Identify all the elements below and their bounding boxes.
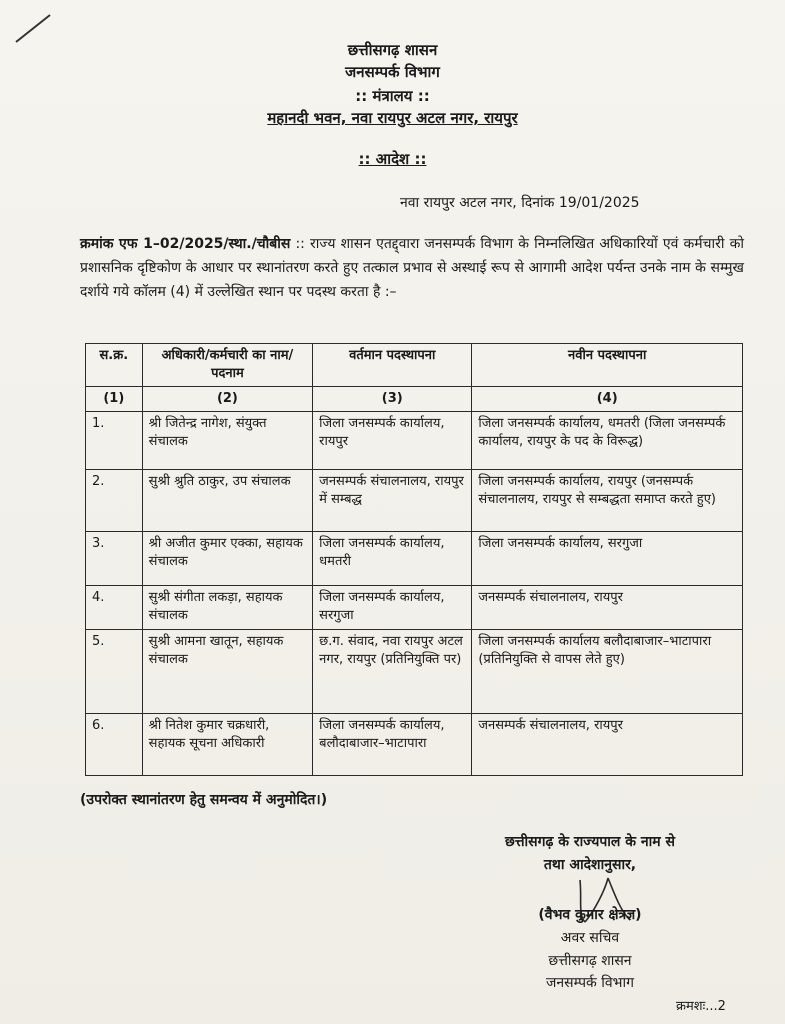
- signatory-name: (वैभव कुमार क्षेत्रज्ञ): [538, 907, 642, 923]
- cell-new: जनसम्पर्क संचालनालय, रायपुर: [472, 586, 743, 630]
- header-department: जनसम्पर्क विभाग: [345, 63, 440, 81]
- header-sno: स.क्र.: [86, 344, 143, 387]
- cell-current: छ.ग. संवाद, नवा रायपुर अटल नगर, रायपुर (प्रतिनियुक्ति पर): [313, 630, 472, 714]
- table-row: [86, 532, 743, 586]
- order-body: [80, 232, 744, 304]
- cell-sno: 2.: [86, 470, 143, 532]
- cell-name: सुश्री संगीता लकड़ा, सहायक संचालक: [142, 586, 313, 630]
- table-row: [86, 714, 743, 776]
- cell-name: सुश्री आमना खातून, सहायक संचालक: [142, 630, 313, 714]
- cell-new: जिला जनसम्पर्क कार्यालय, सरगुजा: [472, 532, 743, 586]
- cell-new: जिला जनसम्पर्क कार्यालय बलौदाबाजार–भाटापारा (प्रतिनियुक्ति से वापस लेते हुए): [472, 630, 743, 714]
- header-name: अधिकारी/कर्मचारी का नाम/पदनाम: [142, 344, 313, 387]
- cell-current: जिला जनसम्पर्क कार्यालय, रायपुर: [313, 412, 472, 470]
- header-address: महानदी भवन, नवा रायपुर अटल नगर, रायपुर: [267, 109, 518, 127]
- cell-current: जनसम्पर्क संचालनालय, रायपुर में सम्बद्ध: [313, 470, 472, 532]
- signatory-department: जनसम्पर्क विभाग: [545, 975, 634, 991]
- cell-sno: 1.: [86, 412, 143, 470]
- col-number: (4): [472, 387, 743, 412]
- cell-sno: 4.: [86, 586, 143, 630]
- table-row: [86, 470, 743, 532]
- signature-authority-line: छत्तीसगढ़ के राज्यपाल के नाम से: [505, 834, 675, 850]
- order-title: :: आदेश ::: [358, 150, 427, 168]
- col-number: (3): [313, 387, 472, 412]
- table-column-number-row: [86, 387, 743, 412]
- cell-current: जिला जनसम्पर्क कार्यालय, धमतरी: [313, 532, 472, 586]
- header-government: छत्तीसगढ़ शासन: [347, 41, 438, 59]
- table-header-row: [86, 344, 743, 387]
- col-number: (2): [142, 387, 313, 412]
- signatory-designation: अवर सचिव: [560, 930, 620, 946]
- cell-new: जिला जनसम्पर्क कार्यालय, रायपुर (जनसम्पर्क संचालनालय, रायपुर से सम्बद्धता समाप्त करते हुए): [472, 470, 743, 532]
- cell-current: जिला जनसम्पर्क कार्यालय, बलौदाबाजार–भाटापारा: [313, 714, 472, 776]
- approval-note: (उपरोक्त स्थानांतरण हेतु समन्वय में अनुमोदित।): [80, 792, 328, 808]
- order-date: नवा रायपुर अटल नगर, दिनांक 19/01/2025: [400, 195, 640, 211]
- cell-current: जिला जनसम्पर्क कार्यालय, सरगुजा: [313, 586, 472, 630]
- signature-order-line: तथा आदेशानुसार,: [543, 857, 637, 873]
- cell-name: श्री अजीत कुमार एक्का, सहायक संचालक: [142, 532, 313, 586]
- table-row: [86, 412, 743, 470]
- cell-sno: 3.: [86, 532, 143, 586]
- order-reference: क्रमांक एफ 1–02/2025/स्था./चौबीस: [80, 236, 291, 252]
- header-current-posting: वर्तमान पदस्थापना: [313, 344, 472, 387]
- table-row: [86, 586, 743, 630]
- cell-sno: 5.: [86, 630, 143, 714]
- table-row: [86, 630, 743, 714]
- cell-sno: 6.: [86, 714, 143, 776]
- col-number: (1): [86, 387, 143, 412]
- signatory-government: छत्तीसगढ़ शासन: [548, 953, 632, 969]
- continuation-marker: क्रमशः...2: [676, 999, 726, 1014]
- cell-name: श्री नितेश कुमार चक्रधारी, सहायक सूचना अधिकारी: [142, 714, 313, 776]
- cell-new: जिला जनसम्पर्क कार्यालय, धमतरी (जिला जनसम्पर्क कार्यालय, रायपुर के पद के विरूद्ध): [472, 412, 743, 470]
- header-new-posting: नवीन पदस्थापना: [472, 344, 743, 387]
- cell-name: श्री जितेन्द्र नागेश, संयुक्त संचालक: [142, 412, 313, 470]
- cell-new: जनसम्पर्क संचालनालय, रायपुर: [472, 714, 743, 776]
- header-ministry: :: मंत्रालय ::: [355, 87, 430, 105]
- order-text: :: राज्य शासन एतद्द्वारा जनसम्पर्क विभाग के निम्नलिखित अधिकारियों एवं कर्मचारी को प्रशासनिक दृष्टिकोण के आधार पर स्थानांतरण करते हुए तत्काल प्रभाव से अस्थाई रूप से आगामी आदेश पर्यन्त उनके नाम के सम्मुख दर्शाये गये कॉलम (4) में उल्लेखित स्थान पर पदस्थ करता है :–: [80, 236, 744, 300]
- transfer-table: [85, 343, 743, 776]
- cell-name: सुश्री श्रुति ठाकुर, उप संचालक: [142, 470, 313, 532]
